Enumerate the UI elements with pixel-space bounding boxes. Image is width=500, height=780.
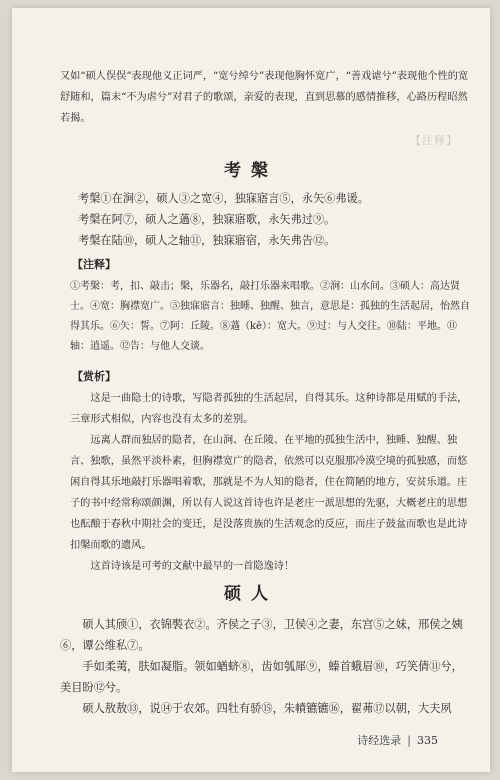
poem-line: 手如柔荑，肤如凝脂。领如蝤蛴⑧，齿如瓠犀⑨，螓首蛾眉⑩，巧笑倩⑪兮，美目盼⑫兮。 xyxy=(60,660,463,694)
poem-line: 考槃在阿⑦，硕人之薖⑧，独寐寤歌，永矢弗过⑨。 xyxy=(78,213,336,226)
top-paragraph-text: 又如“硕人俣俣”表现他义正词严，“宽兮绰兮”表现他胸怀宽广，“善戏谑兮”表现他个性的宽舒随和，篇末“不为虐兮”对君子的歌颂，亲爱的表现，直到思慕的感情推移，心路历程昭然若揭。 xyxy=(60,71,469,124)
poem-body-shuoren xyxy=(60,614,470,719)
poem-title-shuoren: 硕人 xyxy=(224,584,278,604)
page-number: 335 xyxy=(417,734,438,747)
commentary-paragraph: 远离人群而独居的隐者，在山涧、在丘陵、在平地的孤独生活中，独睡、独醒、独言、独歌，虽然平淡朴素，但胸襟宽广的隐者，依然可以克服那冷漠空境的孤独感，而悠闲自得其乐地敲打乐器唱着歌，那就是不为人知的隐者，住在简陋的地方，安贫乐道。庄子的书中经常称颂颜渊，所以有人说这首诗也许是老庄一派思想的先驱，大概老庄的思想也酝酿于春秋中期社会的变迁，是没落贵族的生活观念的反应，而庄子鼓盆而歌也是此诗扣槃而歌的遗风。 xyxy=(70,435,468,551)
poem-line: 硕人其颀①，衣锦褧衣②。齐侯之子③，卫侯④之妻，东宫⑤之妹，邢侯之姨⑥，谭公维私⑦。 xyxy=(60,618,463,652)
poem-line: 硕人敖敖⑬，说⑭于农郊。四牡有骄⑮，朱幩镳镳⑯，翟茀⑰以朝，大夫夙 xyxy=(82,702,452,715)
top-paragraph xyxy=(60,66,470,129)
poem-line: 考槃①在涧②，硕人③之宽④，独寐寤言⑤，永矢⑥弗谖。 xyxy=(78,192,369,205)
notes-text: ①考槃：考，扣、敲击；槃，乐器名，敲打乐器来唱歌。②涧：山水间。③硕人：高达贤士。④宽：胸襟宽广。⑤独寐寤言：独睡、独醒、独言，意思是：孤独的生活起居，怡然自得其乐。⑥矢：誓。⑦阿：丘陵。⑧薖（kē）：宽大。⑨过：与人交往。⑩陆：平地。⑪轴：逍遥。⑫告：与他人交谈。 xyxy=(70,281,470,352)
page-footer xyxy=(357,732,438,748)
commentary-heading: 【赏析】 xyxy=(72,370,116,383)
section-name: 诗经选录 xyxy=(357,734,402,747)
commentary-paragraph: 这是一曲隐士的诗歌，写隐者孤独的生活起居，自得其乐。这种诗都是用赋的手法，三章形式相似，内容也没有太多的差别。 xyxy=(70,393,468,425)
poem-title-kaopan: 考槃 xyxy=(224,161,278,181)
footer-divider: | xyxy=(407,734,411,747)
notes-heading: 【注释】 xyxy=(72,258,116,271)
book-page xyxy=(12,8,490,772)
poem-line: 考槃在陆⑩，硕人之轴⑪，独寐寤宿，永矢弗告⑫。 xyxy=(78,234,336,247)
commentary-paragraph: 这首诗该是可考的文献中最早的一首隐逸诗！ xyxy=(90,561,295,572)
poem-body-kaopan xyxy=(78,188,468,251)
commentary xyxy=(70,388,470,577)
bleed-through-text: 【注释】 xyxy=(410,134,458,147)
